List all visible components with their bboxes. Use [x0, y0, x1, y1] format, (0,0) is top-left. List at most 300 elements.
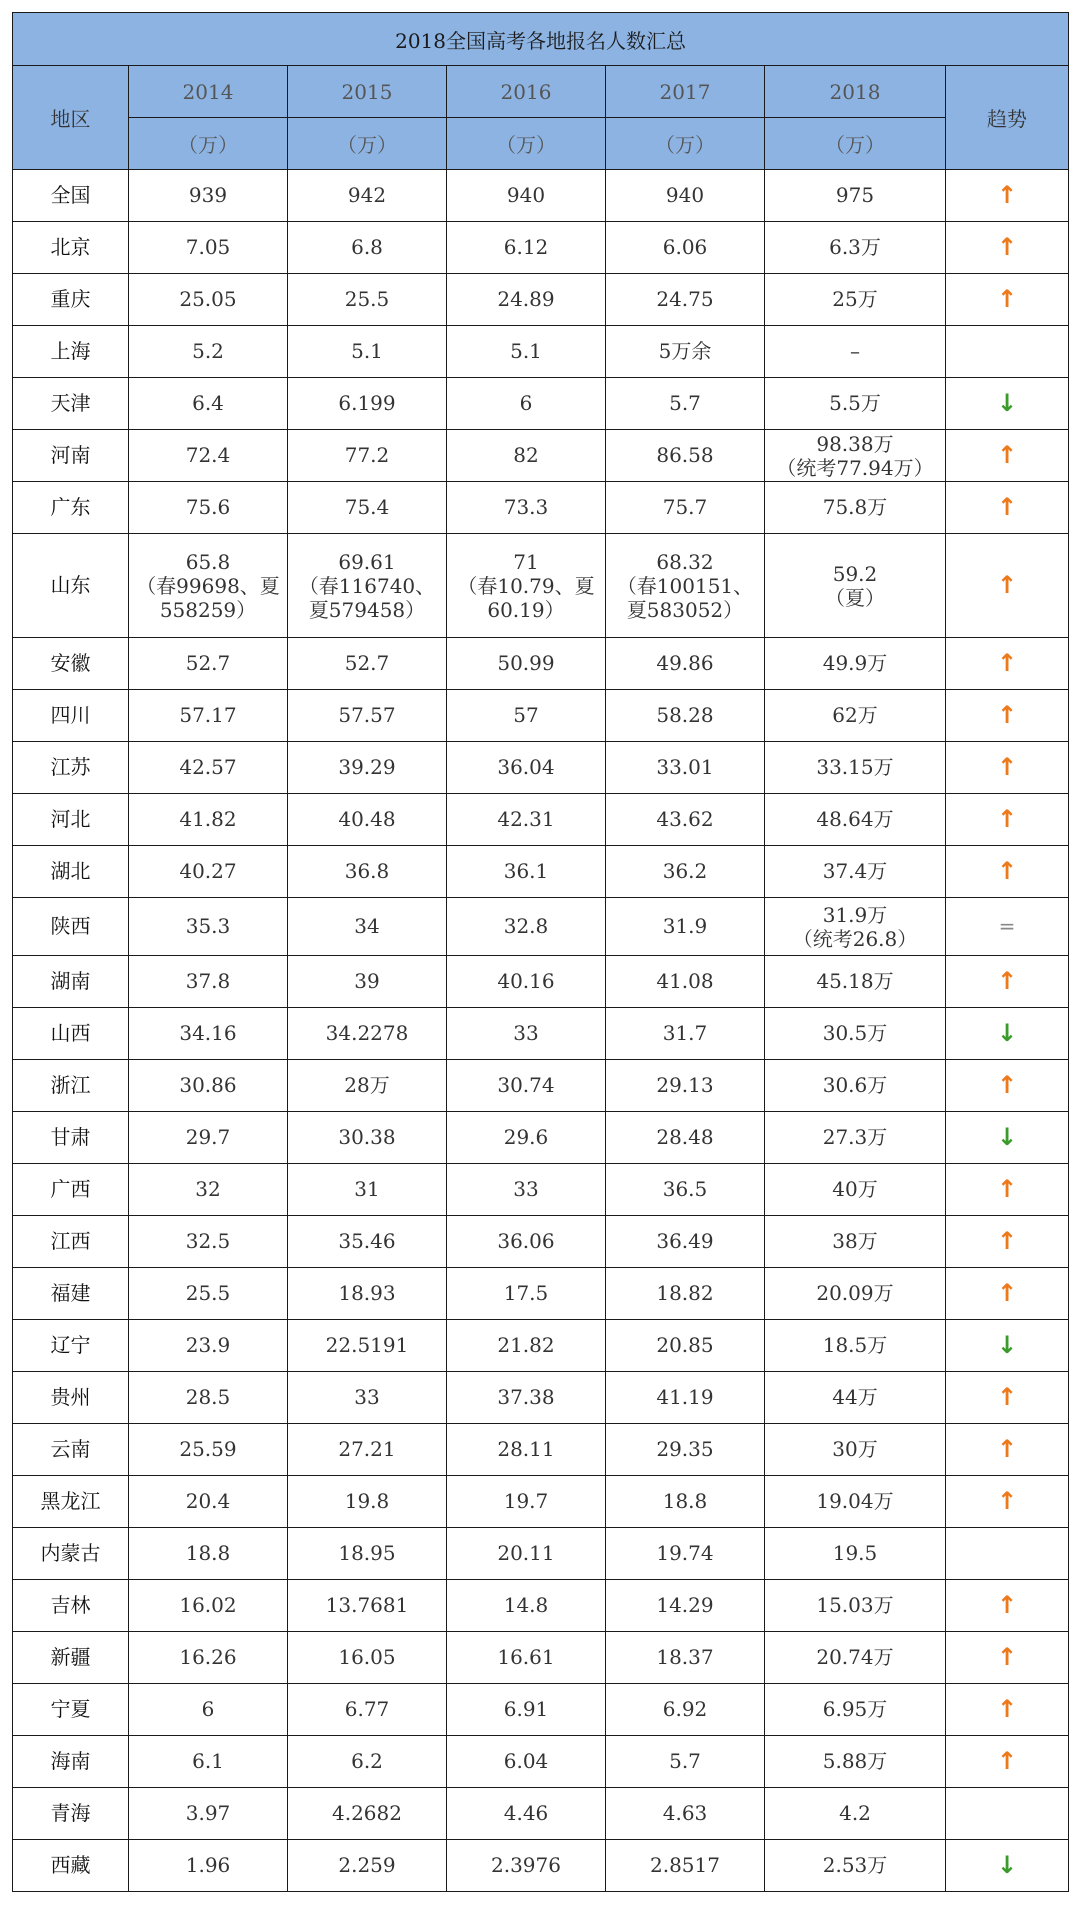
value-cell-2017: 41.08 — [606, 956, 765, 1008]
arrow-up-icon: ↑ — [996, 570, 1018, 599]
trend-cell — [946, 1684, 1069, 1736]
region-cell: 江苏 — [13, 742, 129, 794]
arrow-up-icon: ↑ — [996, 804, 1018, 833]
region-cell: 广西 — [13, 1164, 129, 1216]
value-cell-2014: 6 — [129, 1684, 288, 1736]
value-cell-2015: 69.61 （春116740、 夏579458） — [288, 534, 447, 638]
value-cell-2017: 20.85 — [606, 1320, 765, 1372]
value-cell-2018: 45.18万 — [765, 956, 946, 1008]
region-cell: 内蒙古 — [13, 1528, 129, 1580]
table-row — [13, 956, 1069, 1008]
value-cell-2014: 18.8 — [129, 1528, 288, 1580]
value-cell-2017: 68.32 （春100151、 夏583052） — [606, 534, 765, 638]
region-cell: 辽宁 — [13, 1320, 129, 1372]
table-body — [13, 170, 1069, 1892]
value-cell-2014: 23.9 — [129, 1320, 288, 1372]
region-cell: 河南 — [13, 430, 129, 482]
trend-cell — [946, 1788, 1069, 1840]
value-cell-2014: 32.5 — [129, 1216, 288, 1268]
trend-cell — [946, 1528, 1069, 1580]
header-year-2015: 2015 — [288, 66, 447, 118]
arrow-up-icon: ↑ — [996, 700, 1018, 729]
value-cell-2018: – — [765, 326, 946, 378]
header-unit: （万） — [606, 118, 765, 170]
region-cell: 宁夏 — [13, 1684, 129, 1736]
trend-cell — [946, 1268, 1069, 1320]
table-row — [13, 1268, 1069, 1320]
value-cell-2016: 6 — [447, 378, 606, 430]
trend-cell — [946, 1060, 1069, 1112]
value-cell-2014: 57.17 — [129, 690, 288, 742]
arrow-down-icon: ↓ — [996, 1018, 1018, 1047]
value-cell-2018: 30.6万 — [765, 1060, 946, 1112]
value-cell-2018: 40万 — [765, 1164, 946, 1216]
value-cell-2018: 6.3万 — [765, 222, 946, 274]
arrow-up-icon: ↑ — [996, 1642, 1018, 1671]
value-cell-2018: 18.5万 — [765, 1320, 946, 1372]
value-cell-2015: 18.93 — [288, 1268, 447, 1320]
value-cell-2014: 6.1 — [129, 1736, 288, 1788]
value-cell-2018: 49.9万 — [765, 638, 946, 690]
trend-cell — [946, 534, 1069, 638]
region-cell: 甘肃 — [13, 1112, 129, 1164]
value-cell-2018: 75.8万 — [765, 482, 946, 534]
table-row — [13, 846, 1069, 898]
arrow-up-icon: ↑ — [996, 1486, 1018, 1515]
value-cell-2016: 20.11 — [447, 1528, 606, 1580]
value-cell-2016: 32.8 — [447, 898, 606, 956]
value-cell-2014: 41.82 — [129, 794, 288, 846]
value-cell-2016: 17.5 — [447, 1268, 606, 1320]
trend-cell — [946, 430, 1069, 482]
value-cell-2017: 41.19 — [606, 1372, 765, 1424]
region-cell: 西藏 — [13, 1840, 129, 1892]
trend-cell — [946, 690, 1069, 742]
table-row — [13, 1580, 1069, 1632]
arrow-up-icon: ↑ — [996, 1174, 1018, 1203]
value-cell-2016: 940 — [447, 170, 606, 222]
arrow-up-icon: ↑ — [996, 1694, 1018, 1723]
region-cell: 贵州 — [13, 1372, 129, 1424]
value-cell-2018: 27.3万 — [765, 1112, 946, 1164]
value-cell-2016: 5.1 — [447, 326, 606, 378]
trend-cell — [946, 170, 1069, 222]
value-cell-2016: 82 — [447, 430, 606, 482]
value-cell-2017: 49.86 — [606, 638, 765, 690]
value-cell-2016: 24.89 — [447, 274, 606, 326]
value-cell-2015: 19.8 — [288, 1476, 447, 1528]
trend-cell — [946, 1216, 1069, 1268]
region-cell: 天津 — [13, 378, 129, 430]
value-cell-2018: 20.09万 — [765, 1268, 946, 1320]
region-cell: 浙江 — [13, 1060, 129, 1112]
trend-cell — [946, 1112, 1069, 1164]
region-cell: 吉林 — [13, 1580, 129, 1632]
value-cell-2014: 6.4 — [129, 378, 288, 430]
arrow-up-icon: ↑ — [996, 284, 1018, 313]
value-cell-2014: 30.86 — [129, 1060, 288, 1112]
value-cell-2016: 73.3 — [447, 482, 606, 534]
arrow-up-icon: ↑ — [996, 1070, 1018, 1099]
value-cell-2018: 19.5 — [765, 1528, 946, 1580]
arrow-down-icon: ↓ — [996, 388, 1018, 417]
region-cell: 安徽 — [13, 638, 129, 690]
region-cell: 广东 — [13, 482, 129, 534]
table-row — [13, 482, 1069, 534]
arrow-up-icon: ↑ — [996, 1382, 1018, 1411]
value-cell-2017: 58.28 — [606, 690, 765, 742]
trend-cell — [946, 638, 1069, 690]
value-cell-2014: 75.6 — [129, 482, 288, 534]
trend-cell — [946, 1424, 1069, 1476]
value-cell-2015: 2.259 — [288, 1840, 447, 1892]
arrow-down-icon: ↓ — [996, 1122, 1018, 1151]
value-cell-2016: 33 — [447, 1008, 606, 1060]
value-cell-2015: 34 — [288, 898, 447, 956]
value-cell-2016: 30.74 — [447, 1060, 606, 1112]
value-cell-2017: 6.06 — [606, 222, 765, 274]
value-cell-2015: 28万 — [288, 1060, 447, 1112]
arrow-up-icon: ↑ — [996, 232, 1018, 261]
region-cell: 江西 — [13, 1216, 129, 1268]
table-row — [13, 794, 1069, 846]
value-cell-2015: 57.57 — [288, 690, 447, 742]
value-cell-2014: 40.27 — [129, 846, 288, 898]
value-cell-2017: 940 — [606, 170, 765, 222]
table-row — [13, 1632, 1069, 1684]
trend-cell — [946, 482, 1069, 534]
region-cell: 河北 — [13, 794, 129, 846]
table-row — [13, 1424, 1069, 1476]
value-cell-2017: 31.9 — [606, 898, 765, 956]
region-cell: 北京 — [13, 222, 129, 274]
value-cell-2014: 29.7 — [129, 1112, 288, 1164]
value-cell-2016: 36.1 — [447, 846, 606, 898]
trend-cell — [946, 1372, 1069, 1424]
trend-cell — [946, 1736, 1069, 1788]
value-cell-2014: 25.59 — [129, 1424, 288, 1476]
value-cell-2015: 942 — [288, 170, 447, 222]
header-year-2014: 2014 — [129, 66, 288, 118]
table-row — [13, 1840, 1069, 1892]
table-row — [13, 1684, 1069, 1736]
value-cell-2015: 6.199 — [288, 378, 447, 430]
value-cell-2018: 31.9万 （统考26.8） — [765, 898, 946, 956]
trend-cell — [946, 274, 1069, 326]
trend-cell — [946, 1320, 1069, 1372]
table-row — [13, 326, 1069, 378]
value-cell-2017: 18.82 — [606, 1268, 765, 1320]
trend-cell — [946, 1632, 1069, 1684]
region-cell: 山东 — [13, 534, 129, 638]
value-cell-2014: 16.26 — [129, 1632, 288, 1684]
value-cell-2018: 20.74万 — [765, 1632, 946, 1684]
table-row — [13, 1372, 1069, 1424]
table-row — [13, 1008, 1069, 1060]
value-cell-2015: 4.2682 — [288, 1788, 447, 1840]
value-cell-2016: 33 — [447, 1164, 606, 1216]
value-cell-2016: 4.46 — [447, 1788, 606, 1840]
value-cell-2017: 24.75 — [606, 274, 765, 326]
value-cell-2015: 34.2278 — [288, 1008, 447, 1060]
value-cell-2015: 39 — [288, 956, 447, 1008]
arrow-up-icon: ↑ — [996, 492, 1018, 521]
value-cell-2017: 36.5 — [606, 1164, 765, 1216]
value-cell-2018: 33.15万 — [765, 742, 946, 794]
value-cell-2014: 65.8 （春99698、夏 558259） — [129, 534, 288, 638]
table-row — [13, 742, 1069, 794]
trend-cell — [946, 898, 1069, 956]
table-row — [13, 1476, 1069, 1528]
table-container — [12, 12, 1068, 1892]
trend-cell — [946, 326, 1069, 378]
value-cell-2017: 36.49 — [606, 1216, 765, 1268]
value-cell-2015: 5.1 — [288, 326, 447, 378]
value-cell-2017: 28.48 — [606, 1112, 765, 1164]
value-cell-2017: 29.35 — [606, 1424, 765, 1476]
trend-cell — [946, 956, 1069, 1008]
table-row — [13, 1528, 1069, 1580]
table-row — [13, 1320, 1069, 1372]
value-cell-2018: 98.38万 （统考77.94万） — [765, 430, 946, 482]
value-cell-2017: 5.7 — [606, 378, 765, 430]
arrow-up-icon: ↑ — [996, 180, 1018, 209]
value-cell-2017: 18.8 — [606, 1476, 765, 1528]
value-cell-2015: 18.95 — [288, 1528, 447, 1580]
region-cell: 云南 — [13, 1424, 129, 1476]
region-cell: 福建 — [13, 1268, 129, 1320]
value-cell-2014: 32 — [129, 1164, 288, 1216]
value-cell-2018: 59.2 （夏） — [765, 534, 946, 638]
trend-cell — [946, 1840, 1069, 1892]
value-cell-2016: 6.12 — [447, 222, 606, 274]
arrow-down-icon: ↓ — [996, 1850, 1018, 1879]
value-cell-2018: 62万 — [765, 690, 946, 742]
header-trend: 趋势 — [946, 66, 1069, 170]
value-cell-2014: 1.96 — [129, 1840, 288, 1892]
value-cell-2014: 52.7 — [129, 638, 288, 690]
value-cell-2017: 4.63 — [606, 1788, 765, 1840]
value-cell-2016: 57 — [447, 690, 606, 742]
value-cell-2016: 50.99 — [447, 638, 606, 690]
value-cell-2016: 36.06 — [447, 1216, 606, 1268]
trend-cell — [946, 846, 1069, 898]
value-cell-2018: 37.4万 — [765, 846, 946, 898]
value-cell-2016: 21.82 — [447, 1320, 606, 1372]
trend-cell — [946, 1008, 1069, 1060]
region-cell: 海南 — [13, 1736, 129, 1788]
value-cell-2014: 25.05 — [129, 274, 288, 326]
value-cell-2015: 35.46 — [288, 1216, 447, 1268]
region-cell: 黑龙江 — [13, 1476, 129, 1528]
trend-cell — [946, 742, 1069, 794]
value-cell-2014: 37.8 — [129, 956, 288, 1008]
table-row — [13, 1164, 1069, 1216]
value-cell-2016: 71 （春10.79、夏 60.19） — [447, 534, 606, 638]
value-cell-2017: 5万余 — [606, 326, 765, 378]
equal-icon: = — [998, 914, 1016, 938]
value-cell-2018: 5.88万 — [765, 1736, 946, 1788]
value-cell-2014: 3.97 — [129, 1788, 288, 1840]
value-cell-2015: 77.2 — [288, 430, 447, 482]
region-cell: 陕西 — [13, 898, 129, 956]
value-cell-2015: 13.7681 — [288, 1580, 447, 1632]
table-row — [13, 378, 1069, 430]
region-cell: 湖北 — [13, 846, 129, 898]
arrow-up-icon: ↑ — [996, 752, 1018, 781]
value-cell-2014: 939 — [129, 170, 288, 222]
value-cell-2015: 25.5 — [288, 274, 447, 326]
value-cell-2017: 75.7 — [606, 482, 765, 534]
value-cell-2014: 35.3 — [129, 898, 288, 956]
value-cell-2015: 36.8 — [288, 846, 447, 898]
arrow-up-icon: ↑ — [996, 1590, 1018, 1619]
value-cell-2018: 4.2 — [765, 1788, 946, 1840]
value-cell-2015: 75.4 — [288, 482, 447, 534]
registration-table — [12, 12, 1069, 1892]
value-cell-2016: 42.31 — [447, 794, 606, 846]
header-unit: （万） — [447, 118, 606, 170]
value-cell-2015: 16.05 — [288, 1632, 447, 1684]
value-cell-2018: 19.04万 — [765, 1476, 946, 1528]
table-row — [13, 222, 1069, 274]
value-cell-2017: 18.37 — [606, 1632, 765, 1684]
value-cell-2018: 5.5万 — [765, 378, 946, 430]
table-row — [13, 274, 1069, 326]
table-row — [13, 690, 1069, 742]
value-cell-2014: 5.2 — [129, 326, 288, 378]
region-cell: 青海 — [13, 1788, 129, 1840]
value-cell-2017: 86.58 — [606, 430, 765, 482]
table-row — [13, 638, 1069, 690]
arrow-up-icon: ↑ — [996, 966, 1018, 995]
value-cell-2016: 28.11 — [447, 1424, 606, 1476]
value-cell-2016: 6.04 — [447, 1736, 606, 1788]
value-cell-2015: 30.38 — [288, 1112, 447, 1164]
trend-cell — [946, 1164, 1069, 1216]
value-cell-2018: 975 — [765, 170, 946, 222]
value-cell-2018: 25万 — [765, 274, 946, 326]
value-cell-2014: 25.5 — [129, 1268, 288, 1320]
region-cell: 湖南 — [13, 956, 129, 1008]
value-cell-2018: 38万 — [765, 1216, 946, 1268]
value-cell-2015: 31 — [288, 1164, 447, 1216]
value-cell-2015: 6.8 — [288, 222, 447, 274]
value-cell-2015: 40.48 — [288, 794, 447, 846]
value-cell-2014: 72.4 — [129, 430, 288, 482]
value-cell-2017: 29.13 — [606, 1060, 765, 1112]
table-row — [13, 170, 1069, 222]
value-cell-2016: 29.6 — [447, 1112, 606, 1164]
table-row — [13, 1112, 1069, 1164]
arrow-up-icon: ↑ — [996, 440, 1018, 469]
trend-cell — [946, 378, 1069, 430]
value-cell-2016: 6.91 — [447, 1684, 606, 1736]
value-cell-2017: 33.01 — [606, 742, 765, 794]
value-cell-2017: 31.7 — [606, 1008, 765, 1060]
value-cell-2016: 36.04 — [447, 742, 606, 794]
value-cell-2018: 48.64万 — [765, 794, 946, 846]
header-year-2016: 2016 — [447, 66, 606, 118]
table-row — [13, 1216, 1069, 1268]
value-cell-2018: 6.95万 — [765, 1684, 946, 1736]
region-cell: 上海 — [13, 326, 129, 378]
value-cell-2016: 2.3976 — [447, 1840, 606, 1892]
value-cell-2014: 42.57 — [129, 742, 288, 794]
value-cell-2017: 36.2 — [606, 846, 765, 898]
table-row — [13, 1060, 1069, 1112]
value-cell-2014: 28.5 — [129, 1372, 288, 1424]
value-cell-2017: 6.92 — [606, 1684, 765, 1736]
header-region: 地区 — [13, 66, 129, 170]
trend-cell — [946, 222, 1069, 274]
value-cell-2017: 19.74 — [606, 1528, 765, 1580]
table-title: 2018全国高考各地报名人数汇总 — [13, 13, 1069, 66]
value-cell-2018: 30万 — [765, 1424, 946, 1476]
value-cell-2017: 5.7 — [606, 1736, 765, 1788]
region-cell: 重庆 — [13, 274, 129, 326]
value-cell-2018: 15.03万 — [765, 1580, 946, 1632]
value-cell-2014: 34.16 — [129, 1008, 288, 1060]
value-cell-2018: 30.5万 — [765, 1008, 946, 1060]
trend-cell — [946, 1580, 1069, 1632]
value-cell-2014: 7.05 — [129, 222, 288, 274]
region-cell: 四川 — [13, 690, 129, 742]
value-cell-2016: 14.8 — [447, 1580, 606, 1632]
value-cell-2018: 2.53万 — [765, 1840, 946, 1892]
value-cell-2015: 39.29 — [288, 742, 447, 794]
trend-cell — [946, 1476, 1069, 1528]
value-cell-2015: 33 — [288, 1372, 447, 1424]
table-row — [13, 430, 1069, 482]
header-year-2018: 2018 — [765, 66, 946, 118]
table-row — [13, 1788, 1069, 1840]
header-unit: （万） — [765, 118, 946, 170]
header-year-2017: 2017 — [606, 66, 765, 118]
arrow-up-icon: ↑ — [996, 856, 1018, 885]
arrow-up-icon: ↑ — [996, 1434, 1018, 1463]
value-cell-2014: 16.02 — [129, 1580, 288, 1632]
value-cell-2015: 6.2 — [288, 1736, 447, 1788]
value-cell-2018: 44万 — [765, 1372, 946, 1424]
table-row — [13, 898, 1069, 956]
header-unit: （万） — [129, 118, 288, 170]
value-cell-2014: 20.4 — [129, 1476, 288, 1528]
table-row — [13, 1736, 1069, 1788]
header-unit: （万） — [288, 118, 447, 170]
value-cell-2015: 6.77 — [288, 1684, 447, 1736]
value-cell-2016: 40.16 — [447, 956, 606, 1008]
value-cell-2015: 27.21 — [288, 1424, 447, 1476]
value-cell-2016: 37.38 — [447, 1372, 606, 1424]
value-cell-2017: 14.29 — [606, 1580, 765, 1632]
region-cell: 全国 — [13, 170, 129, 222]
arrow-down-icon: ↓ — [996, 1330, 1018, 1359]
trend-cell — [946, 794, 1069, 846]
arrow-up-icon: ↑ — [996, 1746, 1018, 1775]
arrow-up-icon: ↑ — [996, 648, 1018, 677]
value-cell-2015: 22.5191 — [288, 1320, 447, 1372]
arrow-up-icon: ↑ — [996, 1226, 1018, 1255]
arrow-up-icon: ↑ — [996, 1278, 1018, 1307]
value-cell-2016: 19.7 — [447, 1476, 606, 1528]
value-cell-2017: 43.62 — [606, 794, 765, 846]
value-cell-2017: 2.8517 — [606, 1840, 765, 1892]
value-cell-2015: 52.7 — [288, 638, 447, 690]
value-cell-2016: 16.61 — [447, 1632, 606, 1684]
region-cell: 新疆 — [13, 1632, 129, 1684]
region-cell: 山西 — [13, 1008, 129, 1060]
